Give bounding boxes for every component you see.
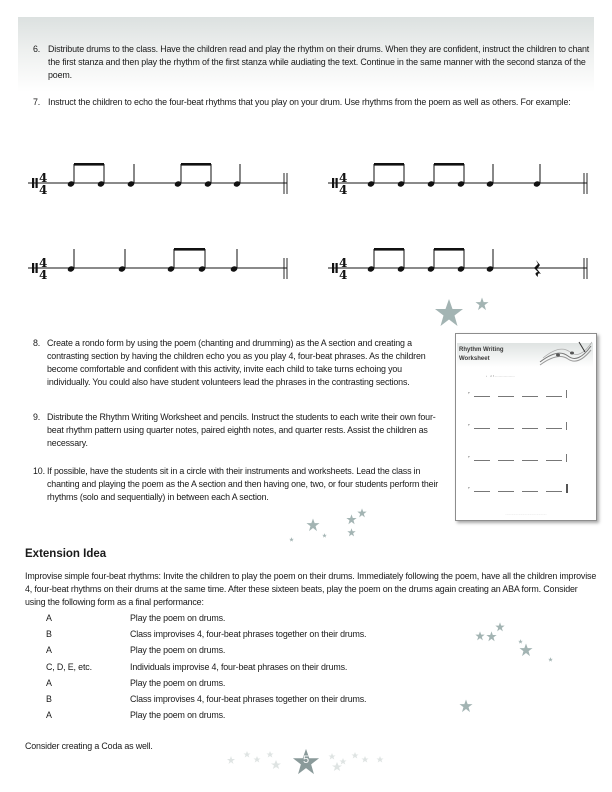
star-icon bbox=[434, 298, 464, 328]
form-row bbox=[46, 659, 366, 675]
rhythm-staff-icon bbox=[325, 243, 595, 293]
star-icon bbox=[495, 622, 505, 632]
rhythm-staff-icon bbox=[25, 243, 295, 293]
form-description: Play the poem on drums. bbox=[130, 645, 226, 656]
music-notes-decoration-icon bbox=[538, 338, 593, 368]
step-6 bbox=[33, 43, 593, 82]
step-text: Distribute drums to the class. Have the children read and play the rhythm on their drums. When they are confident, instruct the children to chant the first stanza and then play the rhythm of the first stanza while audiating the text. Continue in the same manner with the second stanza of the poem. bbox=[48, 44, 590, 81]
star-icon bbox=[289, 537, 294, 542]
form-section: A bbox=[46, 710, 52, 721]
form-description: Individuals improvise 4, four-beat phrases on their drums. bbox=[130, 661, 348, 672]
star-icon bbox=[357, 508, 367, 518]
worksheet-footer: ........................................................... bbox=[505, 513, 547, 516]
rhythm-example-4 bbox=[325, 243, 595, 293]
step-number: 9. bbox=[33, 412, 41, 422]
coda-note: Consider creating a Coda as well. bbox=[25, 741, 153, 751]
rhythm-example-1 bbox=[25, 158, 295, 208]
svg-text:4: 4 bbox=[39, 256, 48, 270]
worksheet-title-line1: Rhythm Writing bbox=[459, 347, 504, 353]
step-text: If possible, have the students sit in a circle with their instruments and worksheets. Lead the class in chanting and playing the poem as the A section and then having one, two, or four students perform their rhythms (solo and sequentially) in between each A section. bbox=[47, 466, 439, 503]
svg-text:4: 4 bbox=[339, 171, 348, 185]
step-number: 6. bbox=[33, 44, 41, 54]
form-row bbox=[46, 707, 366, 723]
extension-body: Improvise simple four-beat rhythms: Invite the children to play the poem on their drums. Immediately following the poem, have all the children improvise 4, four-beat rhythms on their drums at the same time. After these sixteen beats, play the poem on the drums again creating an ABA form. Consider using the following form as a final performance: bbox=[25, 571, 597, 608]
step-number: 7. bbox=[33, 97, 41, 107]
form-description: Class improvises 4, four-beat phrases together on their drums. bbox=[130, 694, 367, 705]
form-section: A bbox=[46, 645, 52, 656]
performance-form-table bbox=[46, 610, 366, 723]
rhythm-example-3 bbox=[25, 243, 295, 293]
form-section: B bbox=[46, 629, 52, 640]
step-text: Create a rondo form by using the poem (chanting and drumming) as the A section and creating a contrasting section by having the children echo you as you play 4, four-beat phrases. As the children become comfortable and confident with this activity, invite each child to take turns echoing you individually. You could also have student volunteers lead the phrases in the contrasting sections. bbox=[47, 338, 426, 388]
rhythm-example-2 bbox=[325, 158, 595, 208]
star-icon bbox=[347, 528, 356, 537]
worksheet-instruction: ♩ ♫ 𝄽 ........................ bbox=[486, 374, 515, 378]
page-number bbox=[292, 748, 320, 776]
form-row bbox=[46, 642, 366, 658]
star-icon bbox=[519, 643, 533, 657]
star-icon bbox=[346, 514, 357, 525]
svg-text:4: 4 bbox=[339, 256, 348, 270]
star-icon bbox=[306, 518, 320, 532]
form-section: C, D, E, etc. bbox=[46, 661, 92, 672]
form-section: A bbox=[46, 613, 52, 623]
step-7 bbox=[33, 96, 593, 109]
form-row bbox=[46, 626, 366, 642]
step-9 bbox=[33, 411, 438, 450]
svg-text:4: 4 bbox=[39, 268, 48, 282]
form-row bbox=[46, 691, 366, 707]
svg-text:4: 4 bbox=[39, 171, 48, 185]
form-row bbox=[46, 675, 366, 691]
step-8 bbox=[33, 337, 438, 389]
star-icon bbox=[475, 297, 489, 311]
form-section: B bbox=[46, 694, 52, 705]
star-icon bbox=[518, 639, 523, 644]
form-description: Class improvises 4, four-beat phrases together on their drums. bbox=[130, 629, 367, 640]
star-icon bbox=[459, 699, 473, 713]
step-text: Distribute the Rhythm Writing Worksheet and pencils. Instruct the students to each write their own four-beat rhythm pattern using quarter notes, paired eighth notes, and quarter rests. Assist the children as necessary. bbox=[47, 412, 436, 449]
form-description: Play the poem on drums. bbox=[130, 613, 226, 623]
worksheet-title bbox=[459, 346, 519, 364]
step-10 bbox=[33, 465, 443, 504]
star-icon bbox=[548, 657, 553, 662]
worksheet-thumbnail: Rhythm Writing Worksheet ♩ ♫ 𝄽 ........................ 𝄾 𝄾 𝄾 𝄾 ........................................................... bbox=[455, 333, 597, 521]
extension-title: Extension Idea bbox=[25, 548, 107, 560]
page-number-label: 5 bbox=[302, 754, 310, 766]
step-number: 10. bbox=[33, 466, 45, 476]
star-icon bbox=[486, 631, 497, 642]
form-description: Play the poem on drums. bbox=[130, 677, 226, 688]
svg-text:4: 4 bbox=[39, 183, 48, 197]
worksheet-title-line2: Worksheet bbox=[459, 356, 490, 362]
form-section: A bbox=[46, 677, 52, 688]
star-icon bbox=[322, 533, 327, 538]
rhythm-staff-icon bbox=[325, 158, 595, 208]
svg-text:4: 4 bbox=[339, 268, 348, 282]
rhythm-staff-icon bbox=[25, 158, 295, 208]
form-row bbox=[46, 610, 366, 626]
step-text: Instruct the children to echo the four-beat rhythms that you play on your drum. Use rhythms from the poem as well as others. For example: bbox=[48, 97, 571, 107]
step-number: 8. bbox=[33, 338, 41, 348]
form-description: Play the poem on drums. bbox=[130, 710, 226, 721]
svg-text:4: 4 bbox=[339, 183, 348, 197]
star-icon bbox=[475, 631, 485, 641]
